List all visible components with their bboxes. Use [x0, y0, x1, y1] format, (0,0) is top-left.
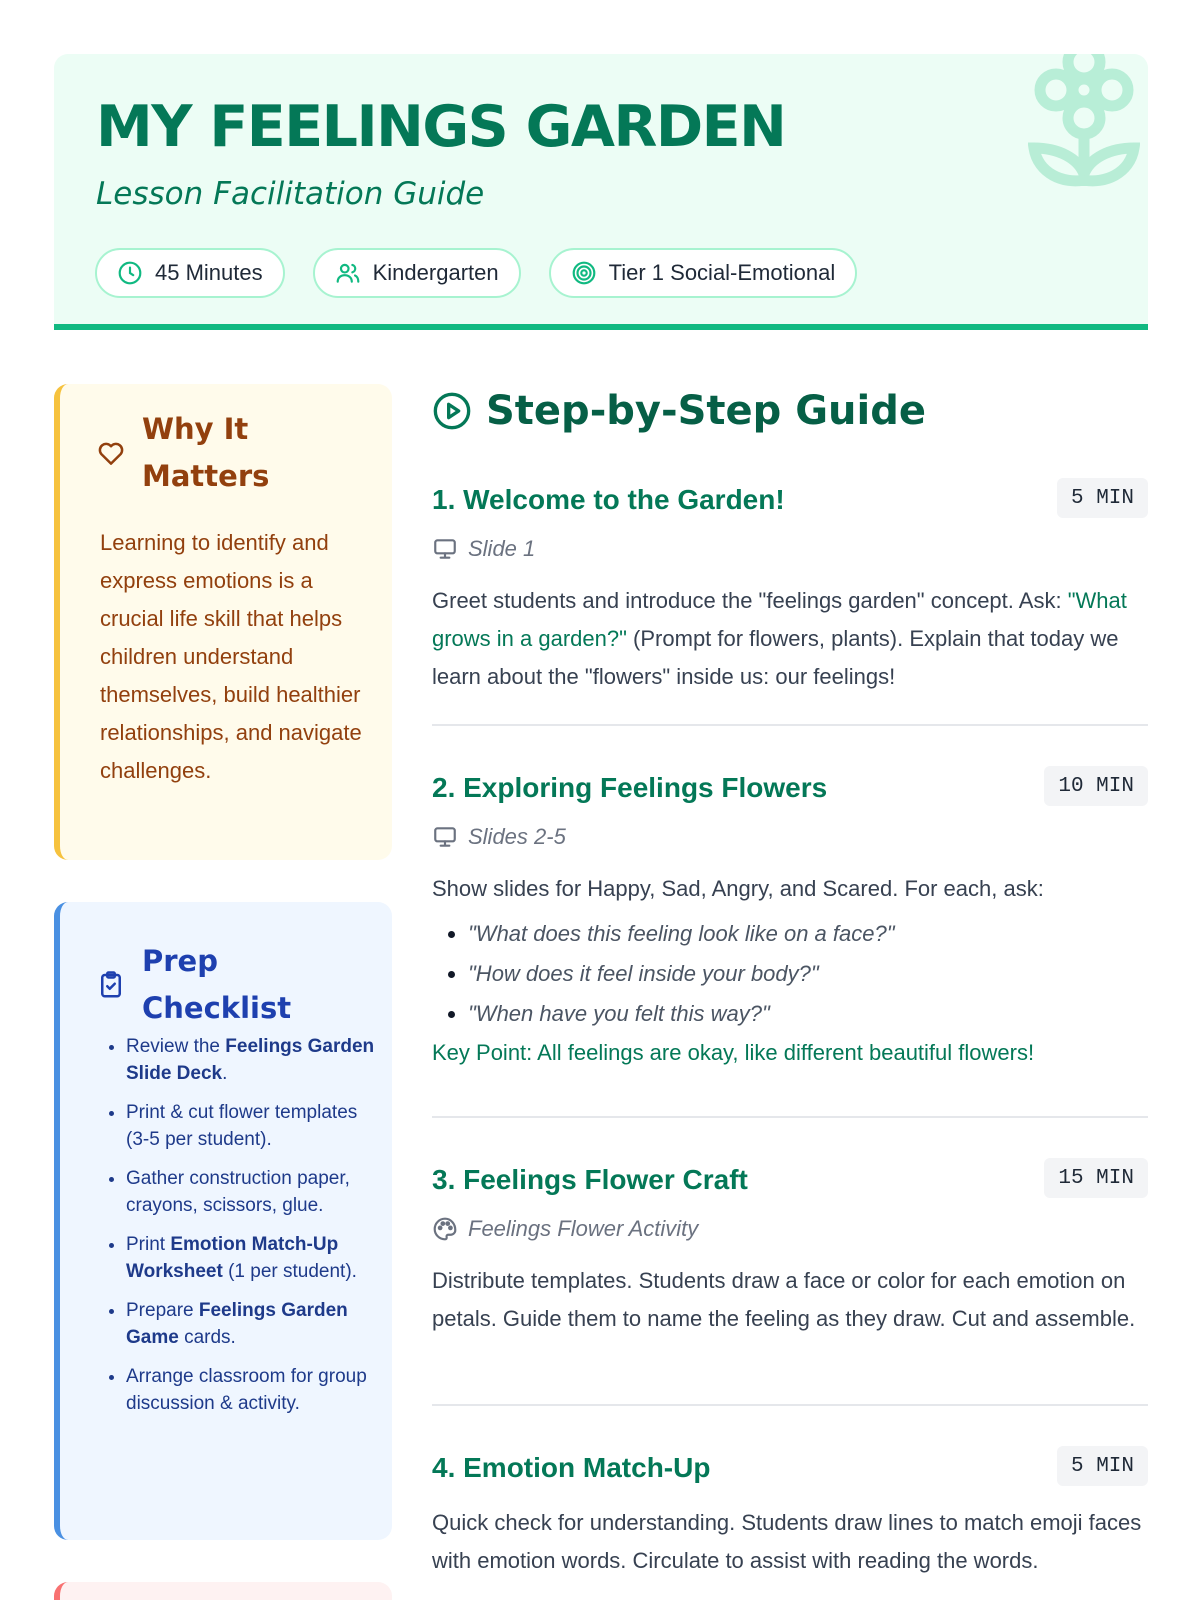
- divider: [432, 1116, 1148, 1118]
- prep-title-line2: Checklist: [142, 991, 292, 1025]
- monitor-icon: [432, 824, 458, 850]
- list-item: • "How does it feel inside your body?": [468, 954, 1148, 994]
- lesson-badges: [95, 248, 857, 298]
- discussion-questions: [468, 914, 1148, 1034]
- grade-badge: [313, 248, 521, 298]
- list-item: • Arrange classroom for group discussion & activity.: [126, 1364, 378, 1417]
- prep-checklist-heading: [96, 938, 291, 1032]
- step-resource: Feelings Flower Activity: [432, 1216, 698, 1242]
- why-title-line1: Why It: [142, 412, 249, 446]
- step-resource: Slides 2-5: [432, 824, 566, 850]
- clipboard-check-icon: [96, 969, 126, 1001]
- time-badge: 15 MIN: [1044, 1158, 1148, 1198]
- prep-checklist-card: [54, 902, 392, 1540]
- step-guide-title: Step-by-Step Guide: [486, 388, 926, 434]
- page-subtitle: Lesson Facilitation Guide: [96, 176, 485, 212]
- step-guide: [432, 384, 1148, 1573]
- step-title: 1. Welcome to the Garden!: [432, 484, 785, 515]
- tier-label: Tier 1 Social-Emotional: [608, 260, 836, 285]
- list-item: • Review the Feelings Garden Slide Deck.: [126, 1034, 378, 1087]
- heart-icon: [96, 438, 126, 468]
- tier-badge: [549, 248, 858, 298]
- step-description: Distribute templates. Students draw a face or color for each emotion on petals. Guide them to name the feeling as they draw. Cut and assemble.: [432, 1268, 1136, 1331]
- sidebar-card-partial: [54, 1582, 392, 1600]
- list-item: • Print Emotion Match-Up Worksheet (1 per student).: [126, 1232, 378, 1285]
- step-resource: Slide 1: [432, 536, 535, 562]
- lesson-header: [54, 54, 1148, 330]
- target-icon: [571, 260, 597, 286]
- play-circle-icon: [432, 391, 472, 431]
- list-item: • "When have you felt this way?": [468, 994, 1148, 1034]
- page-title: MY FEELINGS GARDEN: [96, 94, 786, 160]
- time-badge: 10 MIN: [1044, 766, 1148, 806]
- step-title: 2. Exploring Feelings Flowers: [432, 772, 828, 803]
- list-item: • Prepare Feelings Garden Game cards.: [126, 1298, 378, 1351]
- key-point: Key Point: All feelings are okay, like different beautiful flowers!: [432, 1040, 1035, 1065]
- prep-title-line1: Prep: [142, 944, 218, 978]
- users-icon: [335, 260, 361, 286]
- monitor-icon: [432, 536, 458, 562]
- step-description: Greet students and introduce the "feelings garden" concept. Ask: "What grows in a garden?" (Prompt for flowers, plants). Explain that today we learn about the "flowers" inside us: our feelings!: [432, 588, 1127, 689]
- step-title: 4. Emotion Match-Up: [432, 1452, 711, 1483]
- why-title-line2: Matters: [142, 459, 270, 493]
- prep-checklist: [126, 1034, 378, 1430]
- step-description: Quick check for understanding. Students draw lines to match emoji faces with emotion words. Circulate to assist with reading the words.: [432, 1510, 1142, 1573]
- flower-icon: [1028, 54, 1140, 192]
- step-title: 3. Feelings Flower Craft: [432, 1164, 748, 1195]
- palette-icon: [432, 1216, 458, 1242]
- time-badge: 5 MIN: [1057, 1446, 1148, 1486]
- why-it-matters-heading: [96, 406, 269, 500]
- grade-label: Kindergarten: [372, 260, 499, 285]
- divider: [432, 724, 1148, 726]
- step-description: Show slides for Happy, Sad, Angry, and Scared. For each, ask:: [432, 876, 1044, 901]
- why-it-matters-card: [54, 384, 392, 860]
- duration-badge: [95, 248, 285, 298]
- clock-icon: [117, 260, 143, 286]
- list-item: • Gather construction paper, crayons, scissors, glue.: [126, 1166, 378, 1219]
- list-item: • Print & cut flower templates (3-5 per student).: [126, 1100, 378, 1153]
- time-badge: 5 MIN: [1057, 478, 1148, 518]
- duration-label: 45 Minutes: [155, 260, 263, 285]
- divider: [432, 1404, 1148, 1406]
- why-it-matters-text: Learning to identify and express emotions is a crucial life skill that helps children understand themselves, build healthier relationships, and navigate challenges.: [100, 530, 362, 783]
- step-guide-heading: [432, 384, 1148, 438]
- list-item: • "What does this feeling look like on a face?": [468, 914, 1148, 954]
